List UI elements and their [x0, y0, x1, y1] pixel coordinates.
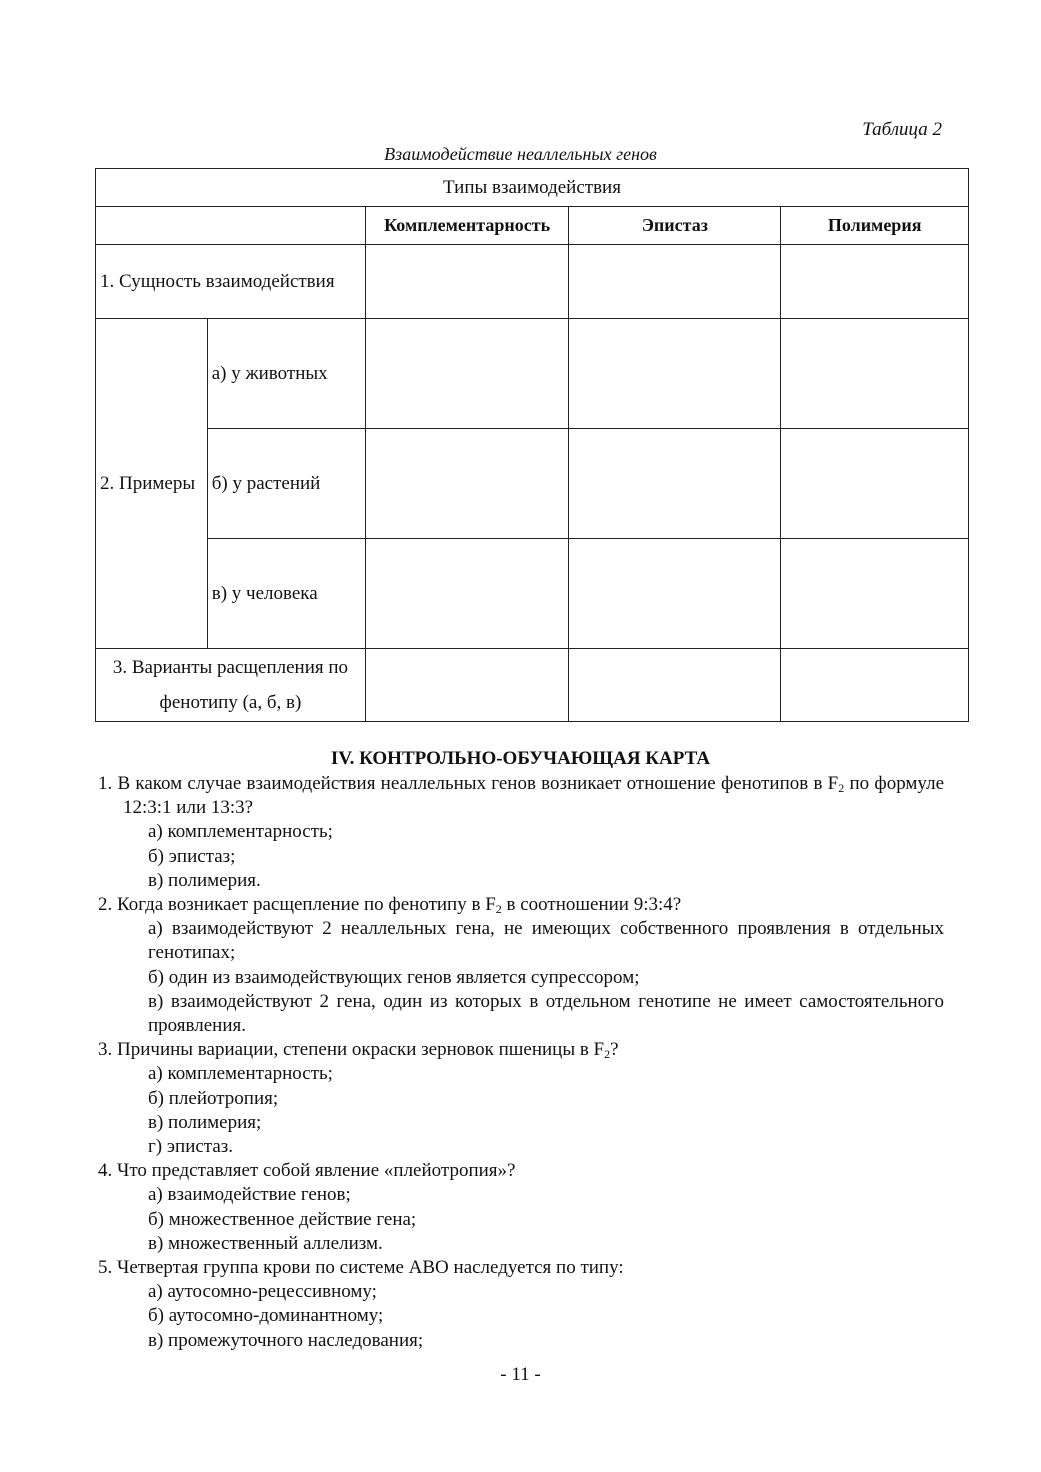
question-text-tail: по формуле 12:3:1 или 13:3? [123, 773, 945, 819]
question-text: Причины вариации, степени окраски зерновок пшеницы в F [117, 1039, 605, 1061]
table-cell [365, 245, 568, 319]
question-number: 1. [98, 773, 113, 794]
question-list [98, 772, 944, 1353]
answer-option: в) полимерия. [148, 869, 261, 891]
table-cell [569, 319, 781, 429]
table-cell [781, 539, 969, 649]
answer-option: б) эпистаз; [148, 845, 236, 867]
question-number: 5. [98, 1257, 113, 1279]
question-text: Что представляет собой явление «плейотропия»? [117, 1160, 516, 1182]
column-header-epistasis: Эпистаз [569, 207, 781, 245]
subscript: 2 [604, 1047, 611, 1062]
question-number: 3. [98, 1039, 113, 1061]
table-cell [365, 649, 568, 722]
question-text: В каком случае взаимодействия неаллельных генов возникает отношение фенотипов в F [117, 773, 839, 794]
table-cell [569, 429, 781, 539]
table-cell [569, 245, 781, 319]
answer-option: б) один из взаимодействующих генов является супрессором; [148, 966, 640, 988]
question-text: Четвертая группа крови по системе АВО наследуется по типу: [117, 1257, 624, 1279]
row-sub-label-humans: в) у человека [207, 539, 365, 649]
answer-option: а) аутосомно-рецессивному; [148, 1281, 377, 1303]
table-caption-number: Таблица 2 [862, 119, 942, 140]
answer-option: б) множественное действие гена; [148, 1208, 417, 1230]
answer-option: в) полимерия; [148, 1111, 262, 1133]
answer-option: б) плейотропия; [148, 1087, 279, 1109]
question-number: 2. [98, 894, 113, 916]
answer-option: а) взаимодействие генов; [148, 1184, 351, 1206]
table-title: Взаимодействие неаллельных генов [384, 144, 657, 164]
table-cell [781, 429, 969, 539]
table-cell [781, 649, 969, 722]
gene-interaction-table [95, 168, 969, 722]
answer-option: а) комплементарность; [148, 821, 333, 843]
answer-option: а) комплементарность; [148, 1063, 333, 1085]
answer-option: в) взаимодействуют 2 гена, один из которых в отдельном генотипе не имеет самостоятельного проявления. [148, 990, 944, 1037]
table-cell [569, 649, 781, 722]
question-text: Когда возникает расщепление по фенотипу в F [117, 894, 496, 916]
row-label-essence: 1. Сущность взаимодействия [96, 245, 366, 319]
question [98, 772, 944, 820]
table-cell [365, 539, 568, 649]
question [98, 1159, 944, 1183]
answer-option: а) взаимодействуют 2 неаллельных гена, не имеющих собственного проявления в отдельных генотипах; [148, 918, 944, 964]
row-label-segregation-line2: фенотипу (а, б, в) [159, 692, 302, 713]
table-cell [781, 245, 969, 319]
row-label-examples: 2. Примеры [96, 319, 208, 649]
question-number: 4. [98, 1160, 113, 1182]
column-header-complementarity: Комплементарность [365, 207, 568, 245]
question [98, 893, 944, 917]
question [98, 1256, 944, 1280]
page-number: - 11 - [500, 1364, 541, 1385]
answer-option: в) промежуточного наследования; [148, 1329, 424, 1351]
subscript: 2 [838, 781, 845, 795]
row-sub-label-plants: б) у растений [207, 429, 365, 539]
section-heading: IV. КОНТРОЛЬНО-ОБУЧАЮЩАЯ КАРТА [330, 748, 711, 769]
answer-option: в) множественный аллелизм. [148, 1232, 383, 1254]
row-label-segregation [96, 649, 366, 722]
row-label-segregation-line1: 3. Варианты расщепления по [112, 657, 349, 678]
answer-option: б) аутосомно-доминантному; [148, 1305, 384, 1327]
table-cell [365, 319, 568, 429]
row-sub-label-animals: а) у животных [207, 319, 365, 429]
question-text-tail: ? [610, 1039, 619, 1061]
table-cell [781, 319, 969, 429]
table-cell [365, 429, 568, 539]
table-cell [569, 539, 781, 649]
question-text-tail: в соотношении 9:3:4? [501, 894, 682, 916]
column-header-polymery: Полимерия [781, 207, 969, 245]
question [98, 1038, 944, 1062]
subscript: 2 [495, 902, 502, 917]
answer-option: г) эпистаз. [148, 1136, 234, 1158]
empty-header-cell [96, 207, 366, 245]
types-header: Типы взаимодействия [96, 169, 969, 207]
